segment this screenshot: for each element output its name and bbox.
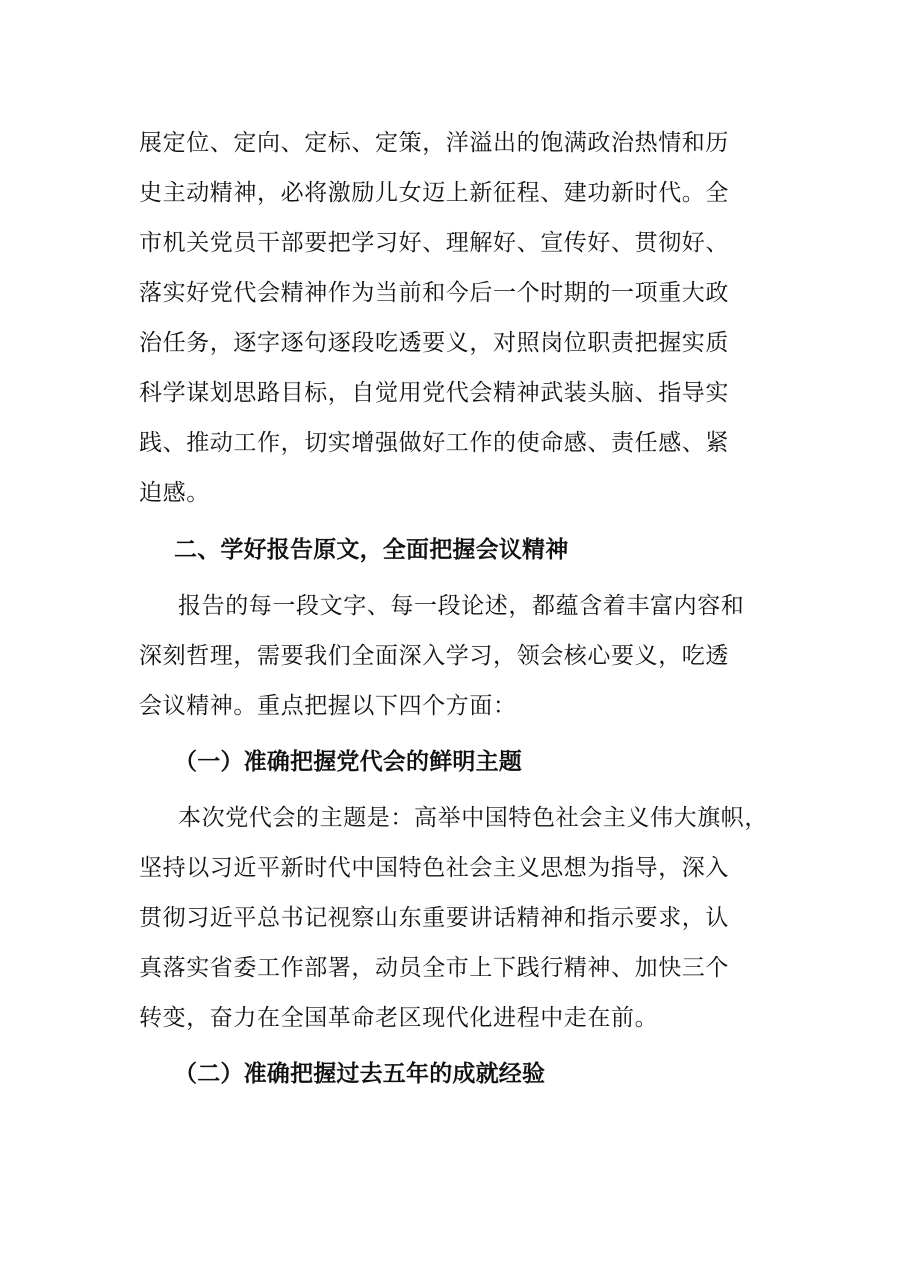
paragraph-line: 转变，奋力在全国革命老区现代化进程中走在前。 [139, 1005, 659, 1031]
paragraph-line: 贯彻习近平总书记视察山东重要讲话精神和指示要求，认 [139, 905, 729, 931]
paragraph-line: 践、推动工作，切实增强做好工作的使命感、责任感、紧 [139, 430, 729, 456]
subsection-heading: （一）准确把握党代会的鲜明主题 [174, 748, 522, 775]
section-heading: 二、学好报告原文，全面把握会议精神 [174, 536, 569, 563]
paragraph-line: 本次党代会的主题是：高举中国特色社会主义伟大旗帜， [178, 805, 768, 831]
paragraph-line: 科学谋划思路目标，自觉用党代会精神武装头脑、指导实 [139, 380, 729, 406]
paragraph-line: 深刻哲理，需要我们全面深入学习，领会核心要义，吃透 [139, 643, 729, 669]
paragraph-line: 展定位、定向、定标、定策，洋溢出的饱满政治热情和历 [139, 130, 729, 156]
paragraph-line: 真落实省委工作部署，动员全市上下践行精神、加快三个 [139, 955, 729, 981]
paragraph-line: 治任务，逐字逐句逐段吃透要义，对照岗位职责把握实质 [139, 330, 729, 356]
paragraph-line: 史主动精神，必将激励儿女迈上新征程、建功新时代。全 [139, 180, 729, 206]
paragraph-line: 坚持以习近平新时代中国特色社会主义思想为指导，深入 [139, 855, 729, 881]
paragraph-line: 会议精神。重点把握以下四个方面： [139, 693, 517, 719]
paragraph-line: 市机关党员干部要把学习好、理解好、宣传好、贯彻好、 [139, 230, 729, 256]
paragraph-line: 迫感。 [139, 480, 210, 506]
subsection-heading: （二）准确把握过去五年的成就经验 [174, 1060, 546, 1087]
paragraph-line: 落实好党代会精神作为当前和今后一个时期的一项重大政 [139, 280, 729, 306]
paragraph-line: 报告的每一段文字、每一段论述，都蕴含着丰富内容和 [178, 593, 745, 619]
